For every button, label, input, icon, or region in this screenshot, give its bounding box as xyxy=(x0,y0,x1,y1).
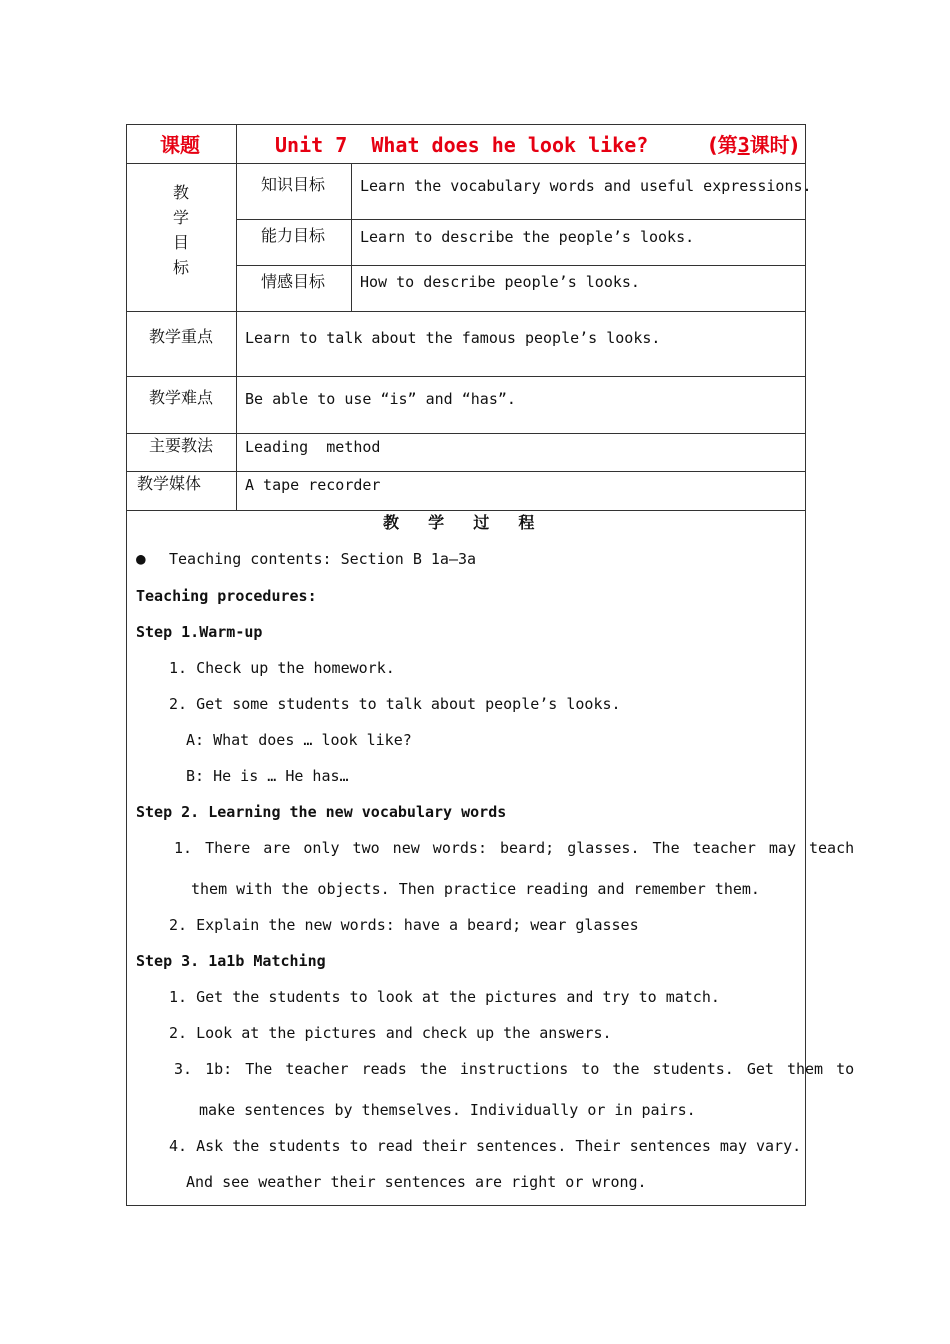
step3-item4-line1: 4. Ask the students to read their sentences. Their sentences may vary. xyxy=(169,1137,802,1155)
step3-item2: 2. Look at the pictures and check up the answers. xyxy=(169,1024,612,1042)
step1-dialog-b: B: He is … He has… xyxy=(186,767,349,785)
step2-title: Step 2. Learning the new vocabulary words xyxy=(136,803,507,821)
step1-title: Step 1.Warm-up xyxy=(136,623,263,641)
ability-objective-text: Learn to describe the people’s looks. xyxy=(360,228,695,246)
rule-keypoints xyxy=(127,376,805,377)
step3-item1: 1. Get the students to look at the pictures and try to match. xyxy=(169,988,720,1006)
knowledge-objective-text: Learn the vocabulary words and useful expressions. xyxy=(360,177,812,195)
difficulties-text: Be able to use “is” and “has”. xyxy=(245,390,516,408)
rule-obj-2 xyxy=(236,265,805,266)
objectives-label xyxy=(171,180,191,280)
rule-difficulties xyxy=(127,433,805,434)
step3-item4-line2: And see weather their sentences are right or wrong. xyxy=(186,1173,647,1191)
key-points-text: Learn to talk about the famous people’s looks. xyxy=(245,329,661,347)
key-points-label: 教学重点 xyxy=(149,327,214,346)
procedures-title: Teaching procedures: xyxy=(136,587,317,605)
objectives-char: 学 xyxy=(172,208,189,227)
step1-dialog-a: A: What does … look like? xyxy=(186,731,412,749)
emotion-objective-text: How to describe people’s looks. xyxy=(360,273,640,291)
step2-item2: 2. Explain the new words: have a beard; wear glasses xyxy=(169,916,639,934)
teaching-contents: Teaching contents: Section B 1a—3a xyxy=(169,550,477,568)
process-heading: 教 学 过 程 xyxy=(383,513,541,532)
step2-item1-line1: 1. There are only two new words: beard; glasses. The teacher may teach xyxy=(174,839,855,857)
lesson-plan-table xyxy=(126,124,855,1206)
media-text: A tape recorder xyxy=(245,476,381,494)
step3-title: Step 3. 1a1b Matching xyxy=(136,952,326,970)
knowledge-objective-label: 知识目标 xyxy=(261,175,326,194)
method-text: Leading method xyxy=(245,438,381,456)
rule-method xyxy=(127,471,805,472)
objectives-char: 目 xyxy=(172,233,189,252)
difficulties-label: 教学难点 xyxy=(149,388,214,407)
step2-item1-line2: them with the objects. Then practice reading and remember them. xyxy=(191,880,760,898)
emotion-objective-label: 情感目标 xyxy=(261,272,326,291)
rule-media xyxy=(127,510,805,511)
objectives-char: 标 xyxy=(172,258,189,277)
rule-header xyxy=(127,163,805,164)
method-label: 主要教法 xyxy=(149,436,214,455)
lesson-prefix: (第 xyxy=(708,133,738,157)
step1-item: 2. Get some students to talk about people’s looks. xyxy=(169,695,621,713)
bullet-icon: ● xyxy=(136,549,146,568)
lesson-number: 3 xyxy=(737,133,750,157)
lesson-title xyxy=(275,132,799,158)
unit-title: Unit 7 What does he look like? xyxy=(275,133,649,157)
media-label: 教学媒体 xyxy=(137,474,202,493)
step3-item3-line2: make sentences by themselves. Individually or in pairs. xyxy=(199,1101,696,1119)
col-divider-main xyxy=(236,125,237,510)
rule-obj-1 xyxy=(236,219,805,220)
lesson-suffix: 课时) xyxy=(749,133,799,157)
header-label: 课题 xyxy=(160,133,200,157)
rule-objectives xyxy=(127,311,805,312)
col-divider-obj xyxy=(351,163,352,311)
step1-item: 1. Check up the homework. xyxy=(169,659,395,677)
ability-objective-label: 能力目标 xyxy=(261,226,326,245)
objectives-char: 教 xyxy=(172,183,189,202)
step3-item3-line1: 3. 1b: The teacher reads the instructions to the students. Get them to xyxy=(174,1060,855,1078)
